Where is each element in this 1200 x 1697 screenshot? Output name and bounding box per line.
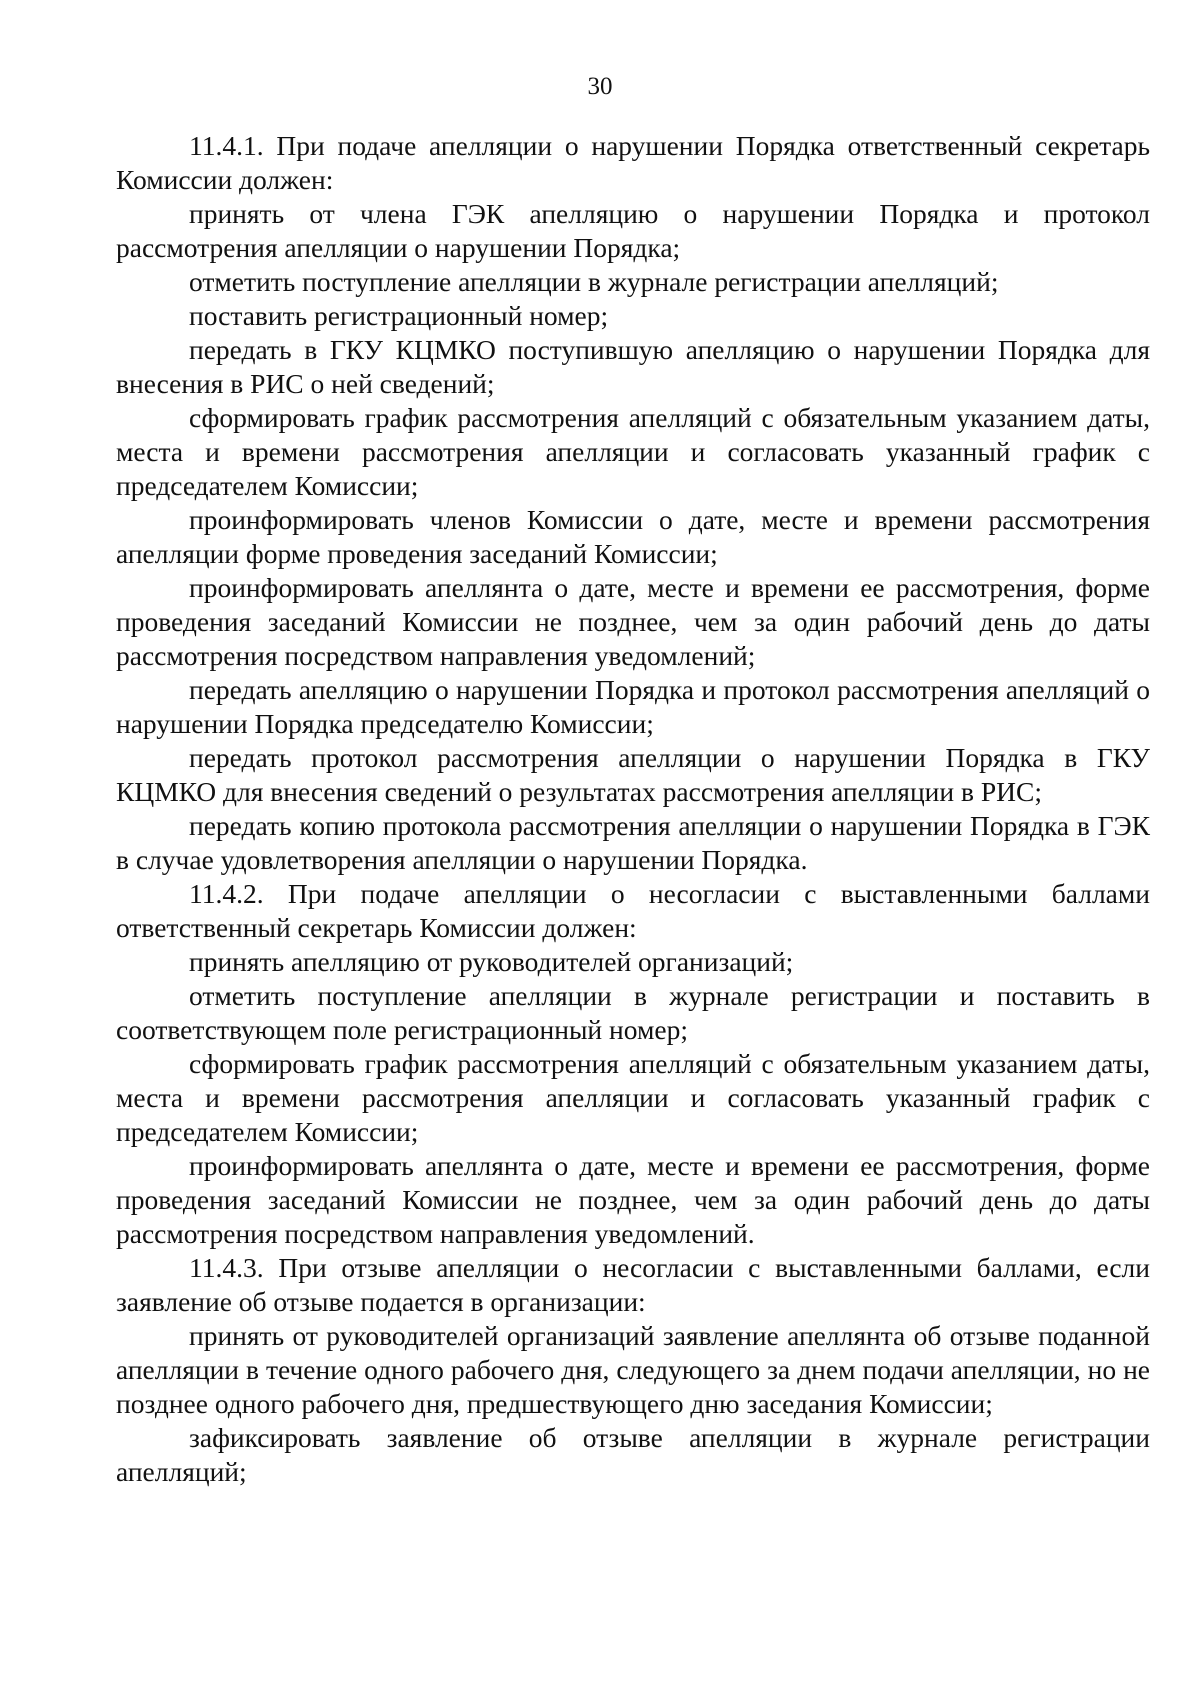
paragraph: отметить поступление апелляции в журнале регистрации и поставить в соответствующем поле регистрационный номер;: [116, 980, 1150, 1045]
paragraph: 11.4.3. При отзыве апелляции о несогласии с выставленными баллами, если заявление об отзыве подается в организации:: [116, 1252, 1150, 1317]
paragraph: передать апелляцию о нарушении Порядка и протокол рассмотрения апелляций о нарушении Порядка председателю Комиссии;: [116, 674, 1150, 739]
paragraph: поставить регистрационный номер;: [189, 300, 609, 331]
paragraph: проинформировать апеллянта о дате, месте и времени ее рассмотрения, форме проведения заседаний Комиссии не позднее, чем за один рабочий день до даты рассмотрения посредством направления уведомлений;: [116, 572, 1150, 671]
paragraph: 11.4.2. При подаче апелляции о несогласии с выставленными баллами ответственный секретарь Комиссии должен:: [116, 878, 1150, 943]
paragraph: 11.4.1. При подаче апелляции о нарушении Порядка ответственный секретарь Комиссии должен:: [116, 130, 1150, 195]
paragraph: передать копию протокола рассмотрения апелляции о нарушении Порядка в ГЭК в случае удовлетворения апелляции о нарушении Порядка.: [116, 810, 1150, 875]
paragraph: передать в ГКУ КЦМКО поступившую апелляцию о нарушении Порядка для внесения в РИС о ней сведений;: [116, 334, 1150, 399]
paragraph: проинформировать апеллянта о дате, месте и времени ее рассмотрения, форме проведения заседаний Комиссии не позднее, чем за один рабочий день до даты рассмотрения посредством направления уведомлений.: [116, 1150, 1150, 1249]
page-number: 30: [587, 73, 613, 100]
paragraph: зафиксировать заявление об отзыве апелляции в журнале регистрации апелляций;: [116, 1422, 1150, 1487]
paragraph: сформировать график рассмотрения апелляций с обязательным указанием даты, места и времени рассмотрения апелляции и согласовать указанный график с председателем Комиссии;: [116, 1048, 1150, 1147]
paragraph: отметить поступление апелляции в журнале регистрации апелляций;: [189, 266, 999, 297]
paragraph: передать протокол рассмотрения апелляции о нарушении Порядка в ГКУ КЦМКО для внесения сведений о результатах рассмотрения апелляции в РИС;: [116, 742, 1150, 807]
paragraph: проинформировать членов Комиссии о дате, месте и времени рассмотрения апелляции форме проведения заседаний Комиссии;: [116, 504, 1150, 569]
paragraph: принять от руководителей организаций заявление апеллянта об отзыве поданной апелляции в течение одного рабочего дня, следующего за днем подачи апелляции, но не позднее одного рабочего дня, предшествующего дню заседания Комиссии;: [116, 1320, 1150, 1419]
paragraph: принять от члена ГЭК апелляцию о нарушении Порядка и протокол рассмотрения апелляции о нарушении Порядка;: [116, 198, 1150, 263]
paragraph: сформировать график рассмотрения апелляций с обязательным указанием даты, места и времени рассмотрения апелляции и согласовать указанный график с председателем Комиссии;: [116, 402, 1150, 501]
paragraph: принять апелляцию от руководителей организаций;: [189, 946, 794, 977]
document-body: [116, 129, 1150, 1489]
